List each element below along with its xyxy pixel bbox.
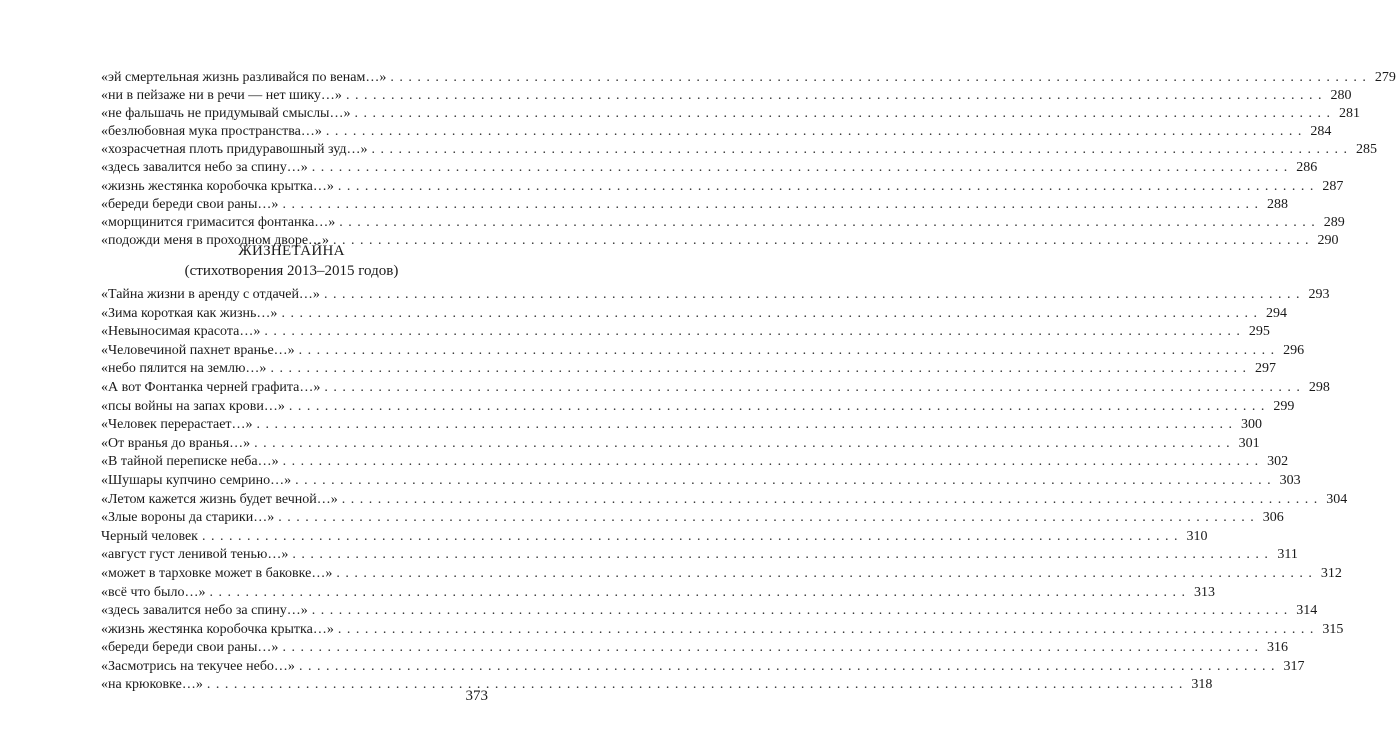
dot-leader xyxy=(264,323,1241,342)
toc-entry xyxy=(101,453,1289,472)
toc-entry xyxy=(101,69,1396,87)
toc-entry-page: 302 xyxy=(1267,454,1289,470)
toc-entry-title: «небо пялится на землю…» xyxy=(101,361,267,377)
toc-entry-page: 306 xyxy=(1262,510,1284,526)
toc-entry-title: «Невыносимая красота…» xyxy=(101,324,261,340)
toc-entry-page: 284 xyxy=(1310,124,1332,140)
toc-entry xyxy=(101,528,1208,547)
toc-entry-page: 301 xyxy=(1238,435,1260,451)
toc-entry xyxy=(101,323,1270,342)
toc-entry-page: 286 xyxy=(1296,160,1318,176)
toc-entry-title: «Человечиной пахнет вранье…» xyxy=(101,342,295,358)
toc-entry-page: 297 xyxy=(1254,361,1276,377)
toc-entry-page: 310 xyxy=(1186,528,1208,544)
toc-entry-title: «здесь завалится небо за спину…» xyxy=(101,603,308,619)
toc-entry-title: «псы войны на запах крови…» xyxy=(101,398,285,414)
page-number: 373 xyxy=(465,688,488,704)
toc-entry-title: «ни в пейзаже ни в речи — нет шику…» xyxy=(101,88,342,104)
toc-entry-title: «Засмотрись на текучее небо…» xyxy=(101,658,295,674)
toc-entry-page: 318 xyxy=(1191,677,1213,693)
toc-entry-page: 312 xyxy=(1320,565,1342,581)
toc-entry-title: «Шушары купчино семрино…» xyxy=(101,472,292,488)
toc-entry-title: «Тайна жизни в аренду с отдачей…» xyxy=(101,287,320,302)
toc-entry-title: «может в тарховке может в баковке…» xyxy=(101,565,333,581)
toc-entry xyxy=(101,398,1295,417)
dot-leader xyxy=(207,676,1184,695)
toc-entry-title: «береди береди свои раны…» xyxy=(101,196,279,212)
toc-entry-page: 289 xyxy=(1323,214,1345,230)
toc-entry-page: 279 xyxy=(1374,70,1396,85)
toc-entry-page: 304 xyxy=(1326,491,1348,507)
toc-entry-title: «на крюковке…» xyxy=(101,677,203,693)
dot-leader xyxy=(312,602,1289,621)
toc-entry xyxy=(101,178,1344,196)
toc-entry xyxy=(101,416,1263,435)
dot-leader xyxy=(326,123,1303,141)
dot-leader xyxy=(338,178,1315,196)
toc-entry xyxy=(101,658,1305,677)
dot-leader xyxy=(346,87,1323,105)
toc-entry-page: 313 xyxy=(1193,584,1215,600)
dot-leader xyxy=(324,379,1301,398)
toc-entry-title: «Злые вороны да старики…» xyxy=(101,510,275,526)
dot-leader xyxy=(282,639,1259,658)
dot-leader xyxy=(278,509,1255,528)
toc-entry xyxy=(101,196,1288,214)
toc-entry xyxy=(101,639,1288,658)
toc-entry xyxy=(101,509,1284,528)
toc-entry xyxy=(101,105,1360,123)
toc-entry-title: «здесь завалится небо за спину…» xyxy=(101,160,308,176)
toc-entry-title: «От вранья до вранья…» xyxy=(101,435,251,451)
dot-leader xyxy=(390,69,1367,87)
toc-entry xyxy=(101,141,1377,159)
toc-entry-title: «жизнь жестянка коробочка крытка…» xyxy=(101,178,334,194)
toc-entry-page: 300 xyxy=(1241,417,1263,433)
dot-leader xyxy=(202,528,1179,547)
toc-entry-title: «подожди меня в проходном дворе…» xyxy=(101,232,330,248)
section-title: ЖИЗНЕТАЙНА xyxy=(238,243,345,259)
toc-entry-title: «август густ ленивой тенью…» xyxy=(101,547,289,563)
toc-entry-page: 294 xyxy=(1265,305,1287,321)
dot-leader xyxy=(282,196,1259,214)
toc-entry-page: 298 xyxy=(1308,379,1330,395)
toc-entry-page: 314 xyxy=(1296,603,1318,619)
toc-entry xyxy=(101,621,1344,640)
dot-leader xyxy=(283,453,1260,472)
dot-leader xyxy=(338,621,1315,640)
dot-leader xyxy=(312,159,1289,177)
dot-leader xyxy=(299,658,1276,677)
section-subtitle: (стихотворения 2013–2015 годов) xyxy=(184,263,399,279)
toc-entry-page: 293 xyxy=(1308,287,1330,302)
toc-entry xyxy=(101,159,1318,177)
toc-entry xyxy=(101,379,1330,398)
toc-list-bottom xyxy=(101,286,1348,695)
toc-entry xyxy=(101,584,1215,603)
toc-entry-title: «морщинится гримасится фонтанка…» xyxy=(101,214,336,230)
toc-entry-title: «всё что было…» xyxy=(101,584,206,600)
toc-entry-page: 280 xyxy=(1330,88,1352,104)
toc-list-top xyxy=(101,69,1396,250)
toc-entry xyxy=(101,286,1330,305)
toc-entry-page: 287 xyxy=(1322,178,1344,194)
dot-leader xyxy=(336,565,1313,584)
toc-entry-page: 311 xyxy=(1277,547,1298,563)
dot-leader xyxy=(254,435,1231,454)
toc-entry-title: «В тайной переписке неба…» xyxy=(101,454,279,470)
toc-entry xyxy=(101,602,1318,621)
toc-entry-page: 281 xyxy=(1338,106,1360,122)
toc-entry-page: 303 xyxy=(1279,472,1301,488)
toc-entry-title: «эй смертельная жизнь разливайся по венам…» xyxy=(101,70,387,85)
toc-entry xyxy=(101,214,1345,232)
dot-leader xyxy=(289,398,1266,417)
toc-entry-page: 316 xyxy=(1266,640,1288,656)
toc-entry xyxy=(101,565,1342,584)
toc-entry xyxy=(101,342,1305,361)
toc-entry xyxy=(101,87,1352,105)
toc-entry xyxy=(101,472,1301,491)
dot-leader xyxy=(342,491,1319,510)
toc-entry-title: Черный человек xyxy=(101,528,198,544)
dot-leader xyxy=(292,546,1269,565)
toc-entry xyxy=(101,435,1260,454)
dot-leader xyxy=(281,305,1258,324)
toc-entry-title: «Летом кажется жизнь будет вечной…» xyxy=(101,491,338,507)
toc-entry-page: 295 xyxy=(1248,324,1270,340)
dot-leader xyxy=(354,105,1331,123)
toc-entry xyxy=(101,360,1276,379)
toc-entry-title: «хозрасчетная плоть придуравошный зуд…» xyxy=(101,142,368,158)
toc-entry-page: 288 xyxy=(1266,196,1288,212)
toc-entry xyxy=(101,305,1287,324)
toc-entry-title: «безлюбовная мука пространства…» xyxy=(101,124,322,140)
toc-entry-title: «А вот Фонтанка черней графита…» xyxy=(101,379,321,395)
toc-entry-page: 315 xyxy=(1322,621,1344,637)
dot-leader xyxy=(257,416,1234,435)
toc-entry xyxy=(101,546,1298,565)
toc-entry-title: «Зима короткая как жизнь…» xyxy=(101,305,278,321)
dot-leader xyxy=(371,141,1348,159)
toc-entry xyxy=(101,491,1348,510)
toc-entry-title: «береди береди свои раны…» xyxy=(101,640,279,656)
dot-leader xyxy=(295,472,1272,491)
toc-entry-page: 299 xyxy=(1273,398,1295,414)
dot-leader xyxy=(270,360,1247,379)
toc-entry-title: «не фальшачь не придумывай смыслы…» xyxy=(101,106,351,122)
toc-entry-title: «жизнь жестянка коробочка крытка…» xyxy=(101,621,334,637)
toc-entry xyxy=(101,123,1332,141)
dot-leader xyxy=(339,214,1316,232)
dot-leader xyxy=(299,342,1276,361)
toc-entry-page: 290 xyxy=(1317,232,1339,248)
dot-leader xyxy=(209,584,1186,603)
toc-entry-page: 285 xyxy=(1355,142,1377,158)
toc-entry-page: 317 xyxy=(1283,658,1305,674)
toc-entry-page: 296 xyxy=(1283,342,1305,358)
toc-entry xyxy=(101,676,1213,695)
dot-leader xyxy=(324,286,1301,305)
toc-entry-title: «Человек перерастает…» xyxy=(101,417,253,433)
